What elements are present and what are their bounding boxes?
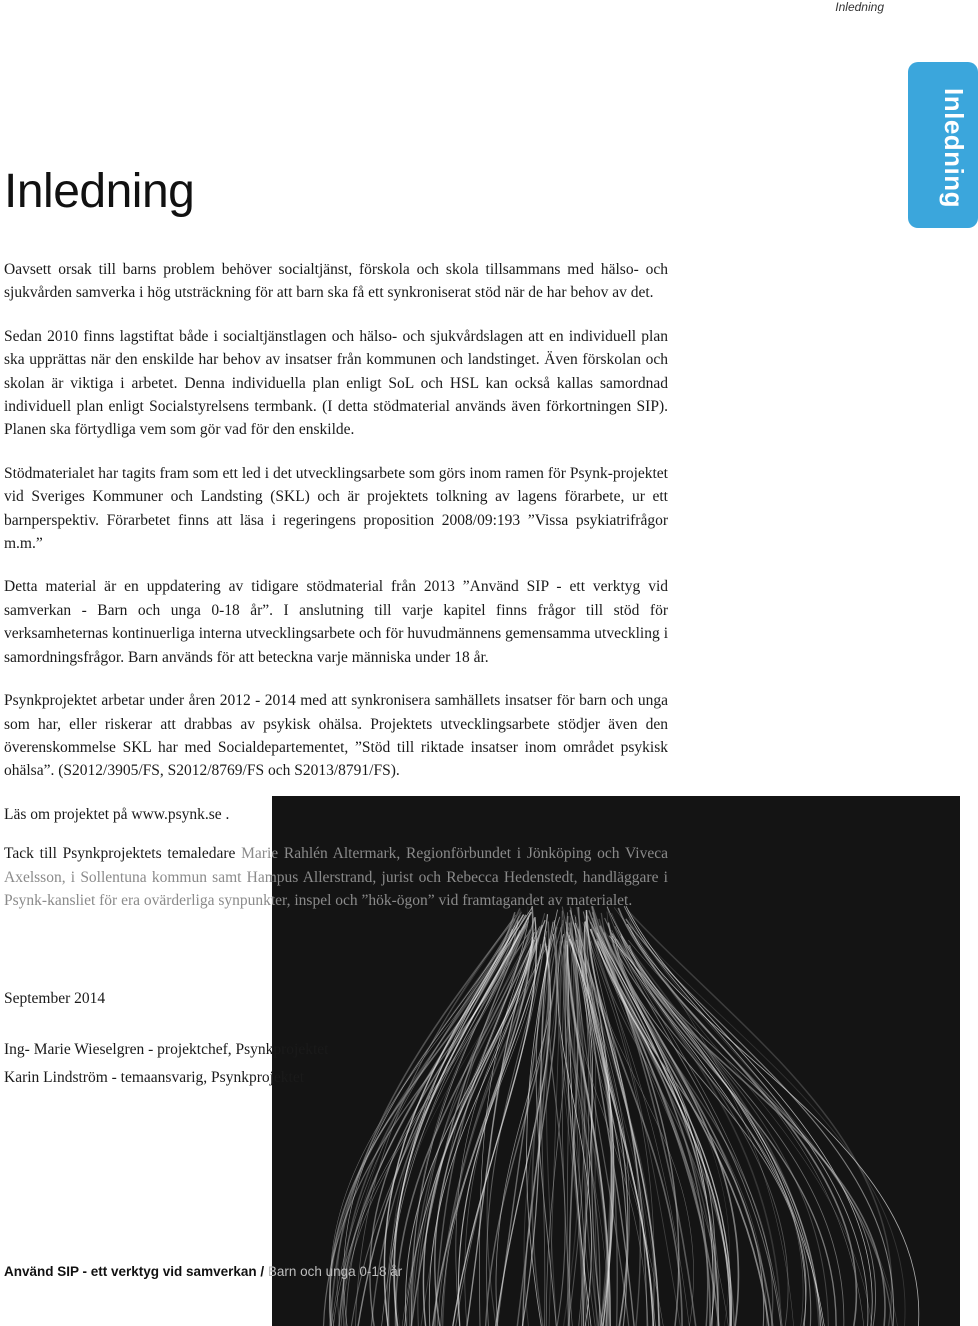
page-title: Inledning [4, 165, 195, 218]
paragraph-5: Psynkprojektet arbetar under åren 2012 - 2014 med att synkronisera samhällets insatser för barn och unga som har, eller riskerar att drabbas av psykisk ohälsa. Projektets utvecklingsarbete stödjer även den överenskommelse SKL har med Socialdepartementet, ”Stöd till riktade insatser inom området psykisk ohälsa”. (S2012/3905/FS, S2012/8769/FS och S2013/8791/FS). [4, 692, 668, 780]
footer-title-bold: Använd SIP - ett verktyg vid samverkan / [4, 1264, 265, 1279]
body-text [4, 258, 668, 932]
thanks-paragraph [4, 842, 668, 912]
signature-2: Karin Lindström - temaansvarig, Psynkprojektet [4, 1069, 305, 1086]
signature-1: Ing- Marie Wieselgren - projektchef, Psynkprojektet [4, 1041, 329, 1058]
date-line: September 2014 [4, 990, 106, 1007]
paragraph-4: Detta material är en uppdatering av tidigare stödmaterial från 2013 ”Använd SIP - ett verktyg vid samverkan - Barn och unga 0-18 år”. I anslutning till varje kapitel finns frågor till stöd för verksamheternas kontinuerliga interna utvecklingsarbete och för huvudmännens gemensamma utveckling i samordningsfrågor. Barn används för att beteckna varje människa under 18 år. [4, 578, 668, 666]
page-footer [4, 1264, 402, 1279]
web-reference: Läs om projektet på www.psynk.se . [4, 805, 230, 823]
paragraph-3: Stödmaterialet har tagits fram som ett led i det utvecklingsarbete som görs inom ramen för Psynk-projektet vid Sveriges Kommuner och Landsting (SKL) och är projektets tolkning av lagens förarbete, ur ett barnperspektiv. Förarbetet finns att läsa i regeringens proposition 2008/09:193 ”Vissa psykiatrifrågor m.m.” [4, 464, 668, 553]
paragraph-2: Sedan 2010 finns lagstiftat både i socialtjänstlagen och hälso- och sjukvårdslagen att en individuell plan ska upprättas när den enskilde har behov av insatser från kommunen och landstinget. Även förskolan och skolan är viktiga i arbetet. Denna individuella plan enligt SoL och HSL kan också kallas samordnad individuell plan enligt Socialstyrelsens termbank. (I detta stödmaterial används även förkortningen SIP). Planen ska förtydliga vem som gör vad för den enskilde. [4, 327, 668, 439]
paragraph-1: Oavsett orsak till barns problem behöver socialtjänst, förskola och skola tillsammans med hälso- och sjukvården samverka i hög utsträckning för att barn ska få ett synkroniserat stöd när de har behov av det. [4, 261, 668, 302]
thanks-text-dark: Tack till Psynkprojektets temaledare [4, 845, 242, 863]
thanks-text-dim: Marie Rahlén Altermark, Regionförbundet i Jönköping och Viveca Axelsson, i Sollentuna kommun samt Hampus Allerstrand, jurist och Rebecca Hedenstedt, handläggare i Psynk-kansliet för era ovärderliga synpunkter, inspel och ”hök-ögon” vid framtagandet av materialet. [4, 845, 668, 909]
header-section-label: Inledning [835, 0, 884, 14]
chapter-side-tab-label: Inledning [939, 88, 969, 209]
footer-subtitle: Barn och unga 0-18 år [264, 1264, 403, 1279]
